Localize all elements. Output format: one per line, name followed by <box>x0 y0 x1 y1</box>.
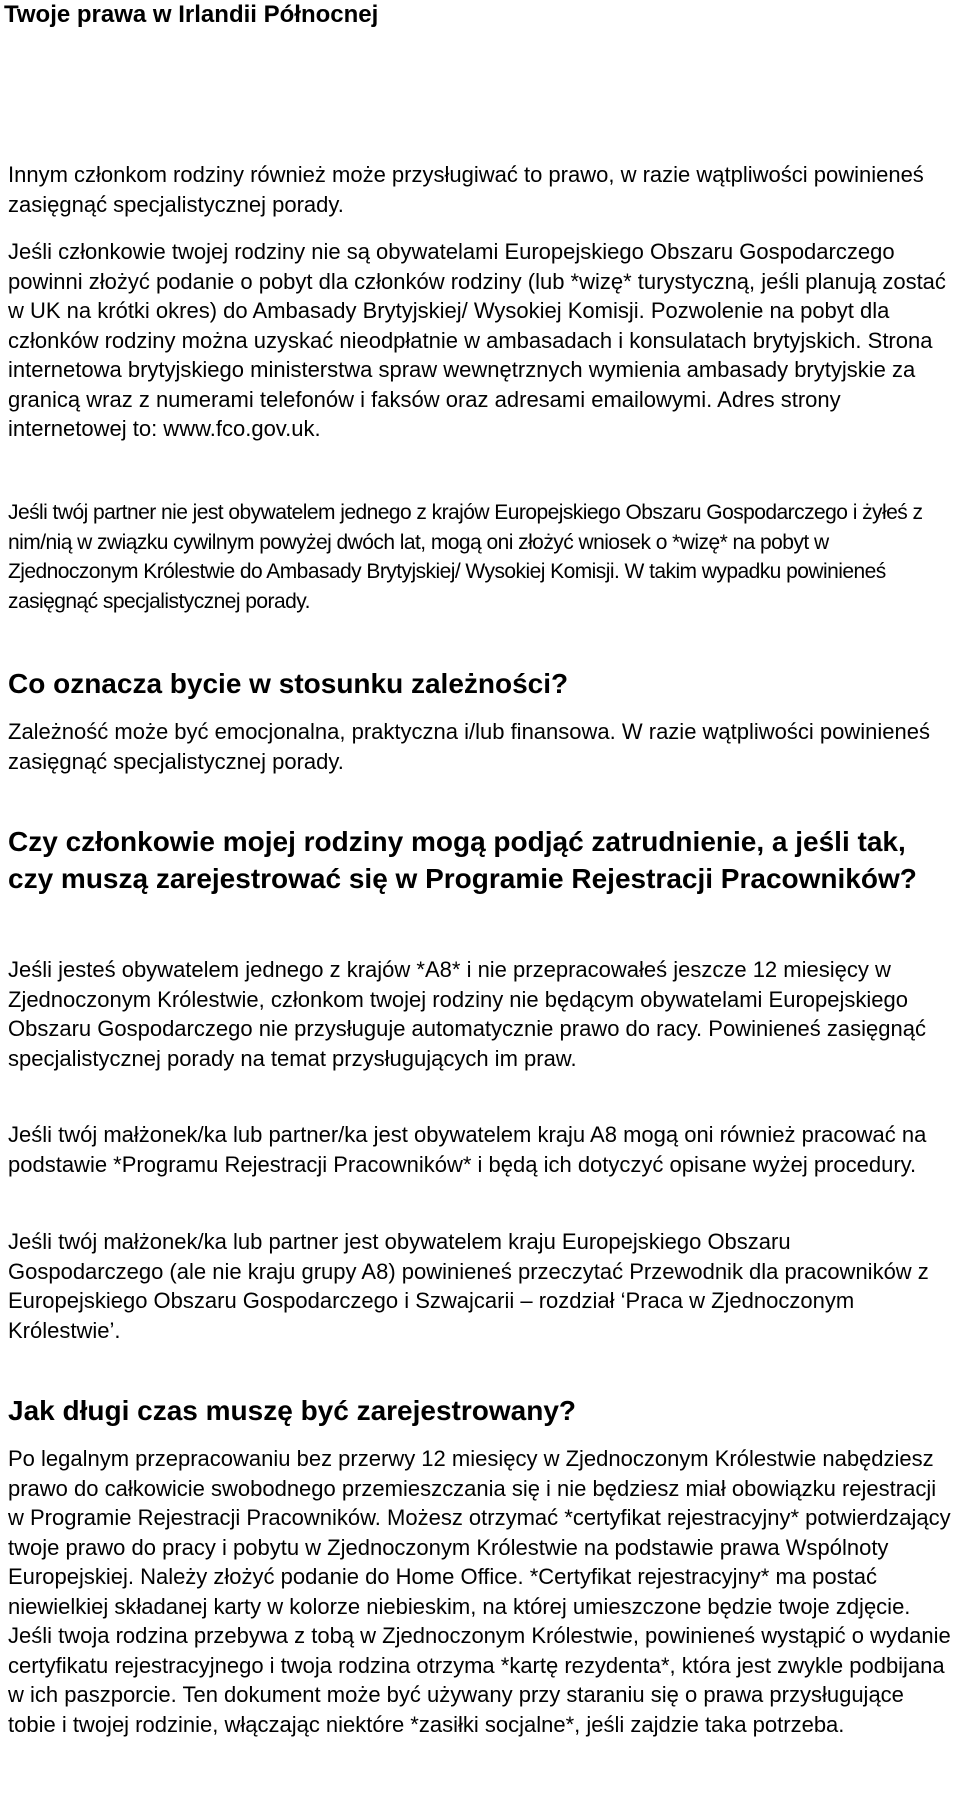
page-header-title: Twoje prawa w Irlandii Północnej <box>4 1 379 28</box>
heading-registration-duration: Jak długi czas muszę być zarejestrowany? <box>8 1395 577 1426</box>
heading-dependency: Co oznacza bycie w stosunku zależności? <box>8 668 569 699</box>
heading-employment: Czy członkowie mojej rodziny mogą podjąć zatrudnienie, a jeśli tak, czy muszą zarejestrować się w Programie Rejestracji Pracowników? <box>8 826 917 894</box>
paragraph-dependency: Zależność może być emocjonalna, praktyczna i/lub finansowa. W razie wątpliwości powinieneś zasięgnąć specjalistycznej porady. <box>8 719 930 774</box>
paragraph-eea-spouse: Jeśli twój małżonek/ka lub partner jest obywatelem kraju Europejskiego Obszaru Gospodarczego (ale nie kraju grupy A8) powinieneś przeczytać Przewodnik dla pracowników z Europejskiego Obszaru Gospodarczego i Szwajcarii – rozdział ‘Praca w Zjednoczonym Królestwie’. <box>8 1229 929 1343</box>
paragraph-a8-citizen: Jeśli jesteś obywatelem jednego z krajów *A8* i nie przepracowałeś jeszcze 12 miesięcy w Zjednoczonym Królestwie, członkom twojej rodziny nie będącym obywatelami Europejskiego Obszaru Gospodarczego nie przysługuje automatycznie prawo do racy. Powinieneś zasięgnąć specjalistycznej porady na temat przysługujących im praw. <box>8 957 926 1071</box>
paragraph-other-family-members: Innym członkom rodziny również może przysługiwać to prawo, w razie wątpliwości powinieneś zasięgnąć specjalistycznej porady. <box>8 162 924 217</box>
paragraph-non-eea-family: Jeśli członkowie twojej rodziny nie są obywatelami Europejskiego Obszaru Gospodarczego powinni złożyć podanie o pobyt dla członków rodziny (lub *wizę* turystyczną, jeśli planują zostać w UK na krótki okres) do Ambasady Brytyjskiej/ Wysokiej Komisji. Pozwolenie na pobyt dla członków rodziny można uzyskać nieodpłatnie w ambasadach i konsulatach brytyjskich. Strona internetowa brytyjskiego ministerstwa spraw wewnętrznych wymienia ambasady brytyjskie za granicą wraz z numerami telefonów i faksów oraz adresami emailowymi. Adres strony internetowej to: www.fco.gov.uk. <box>8 239 946 441</box>
paragraph-registration-certificate: Po legalnym przepracowaniu bez przerwy 12 miesięcy w Zjednoczonym Królestwie nabędziesz prawo do całkowicie swobodnego przemieszczania się i nie będziesz miał obowiązku rejestracji w Programie Rejestracji Pracowników. Możesz otrzymać *certyfikat rejestracyjny* potwierdzający twoje prawo do pracy i pobytu w Zjednoczonym Królestwie na podstawie prawa Wspólnoty Europejskiej. Należy złożyć podanie do Home Office. *Certyfikat rejestracyjny* ma postać niewielkiej składanej karty w kolorze niebieskim, na której umieszczone będzie twoje zdjęcie. Jeśli twoja rodzina przebywa z tobą w Zjednoczonym Królestwie, powinieneś wystąpić o wydanie certyfikatu rejestracyjnego i twoja rodzina otrzyma *kartę rezydenta*, która jest zwykle podbijana w ich paszporcie. Ten dokument może być używany przy staraniu się o prawa przysługujące tobie i twojej rodzinie, włączając niektóre *zasiłki socjalne*, jeśli zajdzie taka potrzeba. <box>8 1446 951 1737</box>
paragraph-partner-visa: Jeśli twój partner nie jest obywatelem jednego z krajów Europejskiego Obszaru Gospodarczego i żyłeś z nim/nią w związku cywilnym powyżej dwóch lat, mogą oni złożyć wniosek o *wizę* na pobyt w Zjednoczonym Królestwie do Ambasady Brytyjskiej/ Wysokiej Komisji. W takim wypadku powinieneś zasięgnąć specjalistycznej porady. <box>8 501 923 613</box>
paragraph-a8-spouse: Jeśli twój małżonek/ka lub partner/ka jest obywatelem kraju A8 mogą oni również pracować na podstawie *Programu Rejestracji Pracowników* i będą ich dotyczyć opisane wyżej procedury. <box>8 1122 927 1177</box>
